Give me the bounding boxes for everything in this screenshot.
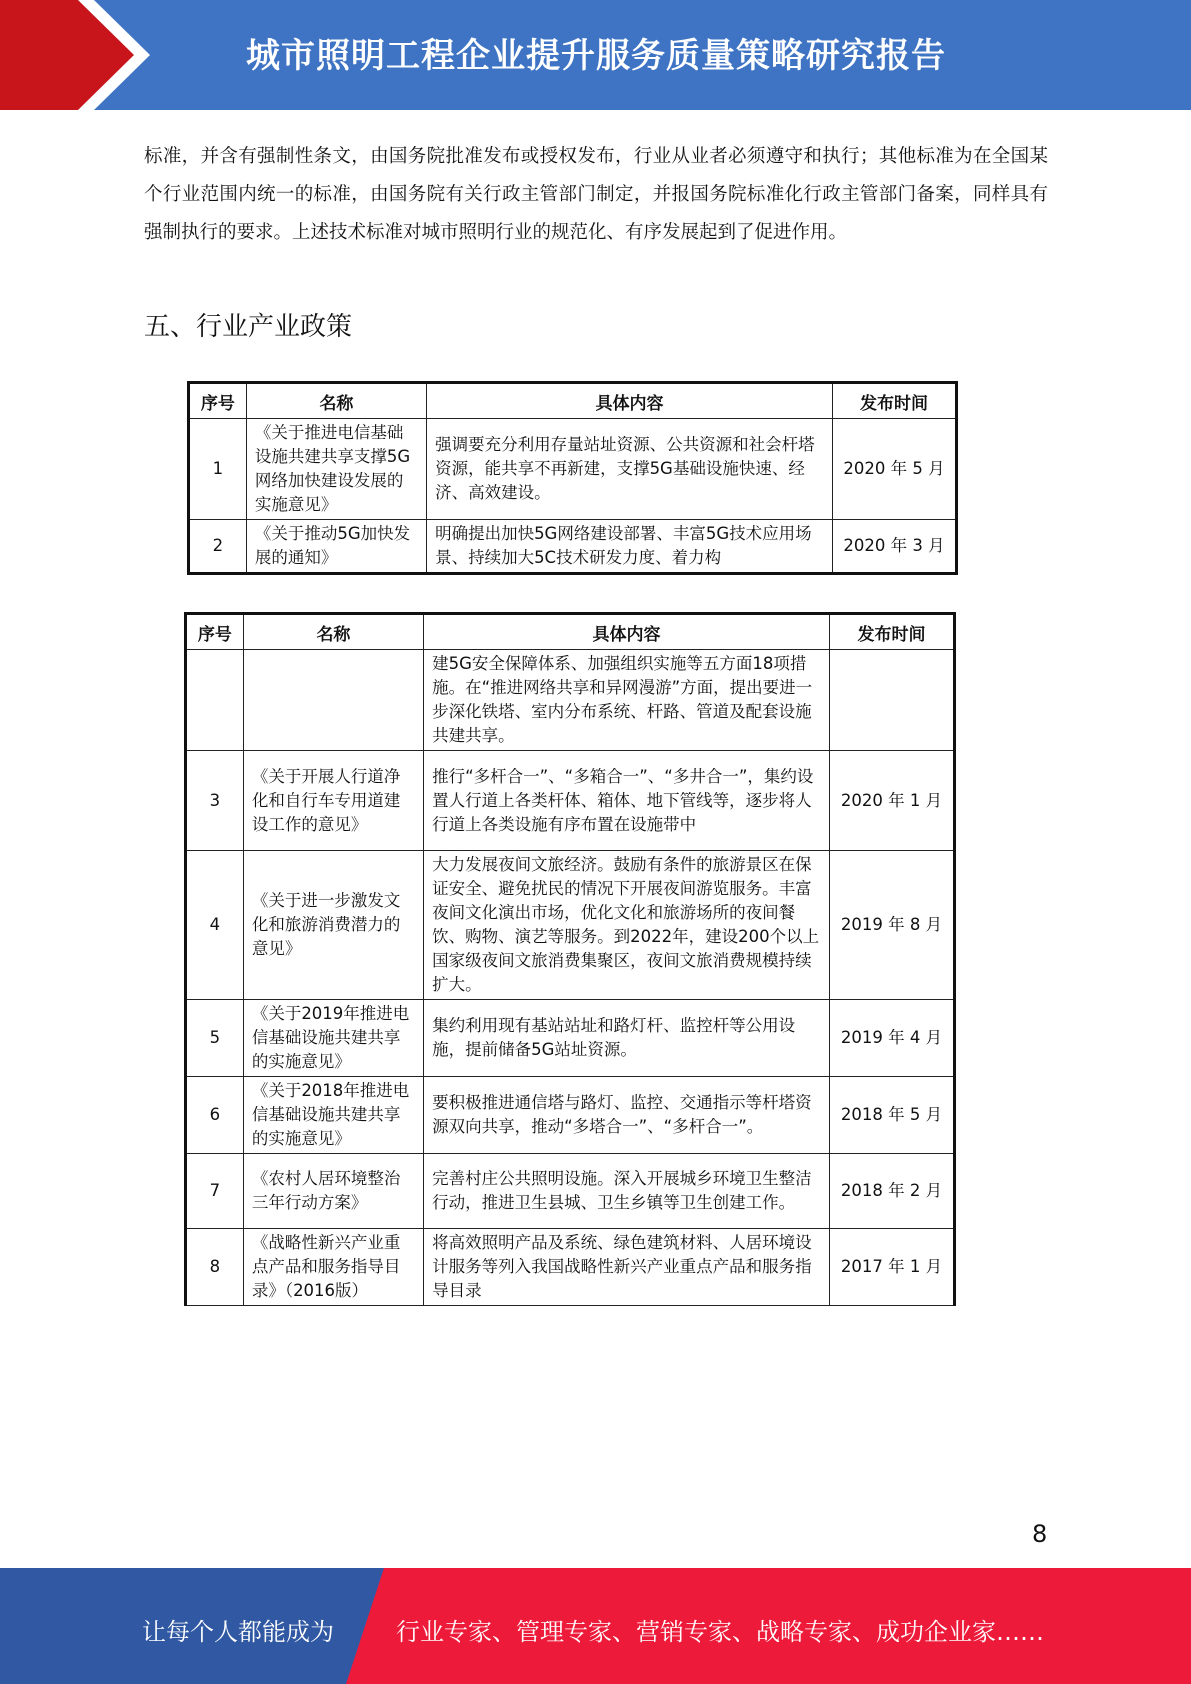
row-index: 4 [186,851,244,1000]
table-header-row [189,383,957,419]
row-name: 《关于2019年推进电信基础设施共建共享的实施意见》 [243,1000,423,1077]
report-title: 城市照明工程企业提升服务质量策略研究报告 [246,36,946,76]
row-date: 2020 年 1 月 [830,751,955,851]
table-row [186,1000,955,1077]
row-date: 2020 年 3 月 [833,520,957,574]
header-date: 发布时间 [833,383,957,419]
row-content: 集约利用现有基站站址和路灯杆、监控杆等公用设施，提前储备5G站址资源。 [424,1000,830,1077]
row-content: 大力发展夜间文旅经济。鼓励有条件的旅游景区在保证安全、避免扰民的情况下开展夜间游览服务。丰富夜间文化演出市场，优化文化和旅游场所的夜间餐饮、购物、演艺等服务。到2022年，建设200个以上国家级夜间文旅消费集聚区，夜间文旅消费规模持续扩大。 [424,851,830,1000]
table-row [186,751,955,851]
policy-table-part2 [184,612,956,1306]
row-date: 2017 年 1 月 [830,1229,955,1306]
row-index: 8 [186,1229,244,1306]
row-content: 要积极推进通信塔与路灯、监控、交通指示等杆塔资源双向共享，推动“多塔合一”、“多杆合一”。 [424,1077,830,1154]
table-row [189,419,957,520]
table-header-row [186,614,955,650]
row-date: 2020 年 5 月 [833,419,957,520]
footer-slogan-right: 行业专家、管理专家、营销专家、战略专家、成功企业家…… [396,1618,1044,1646]
row-content: 明确提出加快5G网络建设部署、丰富5G技术应用场景、持续加大5C技术研发力度、着力构 [427,520,833,574]
row-name: 《关于开展人行道净化和自行车专用道建设工作的意见》 [243,751,423,851]
row-content: 强调要充分利用存量站址资源、公共资源和社会杆塔资源，能共享不再新建，支撑5G基础设施快速、经济、高效建设。 [427,419,833,520]
row-index [186,650,244,751]
row-date: 2018 年 5 月 [830,1077,955,1154]
row-date: 2019 年 4 月 [830,1000,955,1077]
row-name: 《关于进一步激发文化和旅游消费潜力的意见》 [243,851,423,1000]
header-content: 具体内容 [424,614,830,650]
footer-slogan-left: 让每个人都能成为 [142,1618,334,1646]
section-heading: 五、行业产业政策 [144,312,353,342]
row-content: 建5G安全保障体系、加强组织实施等五方面18项措施。在“推进网络共享和异网漫游”方面，提出要进一步深化铁塔、室内分布系统、杆路、管道及配套设施共建共享。 [424,650,830,751]
row-index: 6 [186,1077,244,1154]
row-content: 完善村庄公共照明设施。深入开展城乡环境卫生整洁行动，推进卫生县城、卫生乡镇等卫生创建工作。 [424,1154,830,1229]
table-row [186,1229,955,1306]
header-content: 具体内容 [427,383,833,419]
header-index: 序号 [189,383,247,419]
body-paragraph: 标准，并含有强制性条文，由国务院批准发布或授权发布，行业从业者必须遵守和执行；其他标准为在全国某个行业范围内统一的标准，由国务院有关行政主管部门制定，并报国务院标准化行政主管部门备案，同样具有强制执行的要求。上述技术标准对城市照明行业的规范化、有序发展起到了促进作用。 [144,146,1048,243]
row-date [830,650,955,751]
row-name: 《关于推动5G加快发展的通知》 [246,520,426,574]
row-index: 1 [189,419,247,520]
row-name: 《关于推进电信基础设施共建共享支撑5G网络加快建设发展的实施意见》 [246,419,426,520]
header-chevron-decoration [0,0,150,110]
row-index: 2 [189,520,247,574]
table-row [186,851,955,1000]
table-row [186,1077,955,1154]
header-name: 名称 [243,614,423,650]
table-row [189,520,957,574]
row-date: 2019 年 8 月 [830,851,955,1000]
row-index: 7 [186,1154,244,1229]
header-index: 序号 [186,614,244,650]
table-row [186,650,955,751]
header-date: 发布时间 [830,614,955,650]
policy-table-part1 [187,381,958,575]
page-header [0,0,1191,110]
row-date: 2018 年 2 月 [830,1154,955,1229]
row-content: 推行“多杆合一”、“多箱合一”、“多井合一”，集约设置人行道上各类杆体、箱体、地下管线等，逐步将人行道上各类设施有序布置在设施带中 [424,751,830,851]
row-index: 3 [186,751,244,851]
row-name: 《关于2018年推进电信基础设施共建共享的实施意见》 [243,1077,423,1154]
row-index: 5 [186,1000,244,1077]
header-name: 名称 [246,383,426,419]
row-name: 《农村人居环境整治三年行动方案》 [243,1154,423,1229]
page-number: 8 [1032,1520,1048,1548]
row-content: 将高效照明产品及系统、绿色建筑材料、人居环境设计服务等列入我国战略性新兴产业重点产品和服务指导目录 [424,1229,830,1306]
row-name: 《战略性新兴产业重点产品和服务指导目录》（2016版） [243,1229,423,1306]
row-name [243,650,423,751]
table-row [186,1154,955,1229]
